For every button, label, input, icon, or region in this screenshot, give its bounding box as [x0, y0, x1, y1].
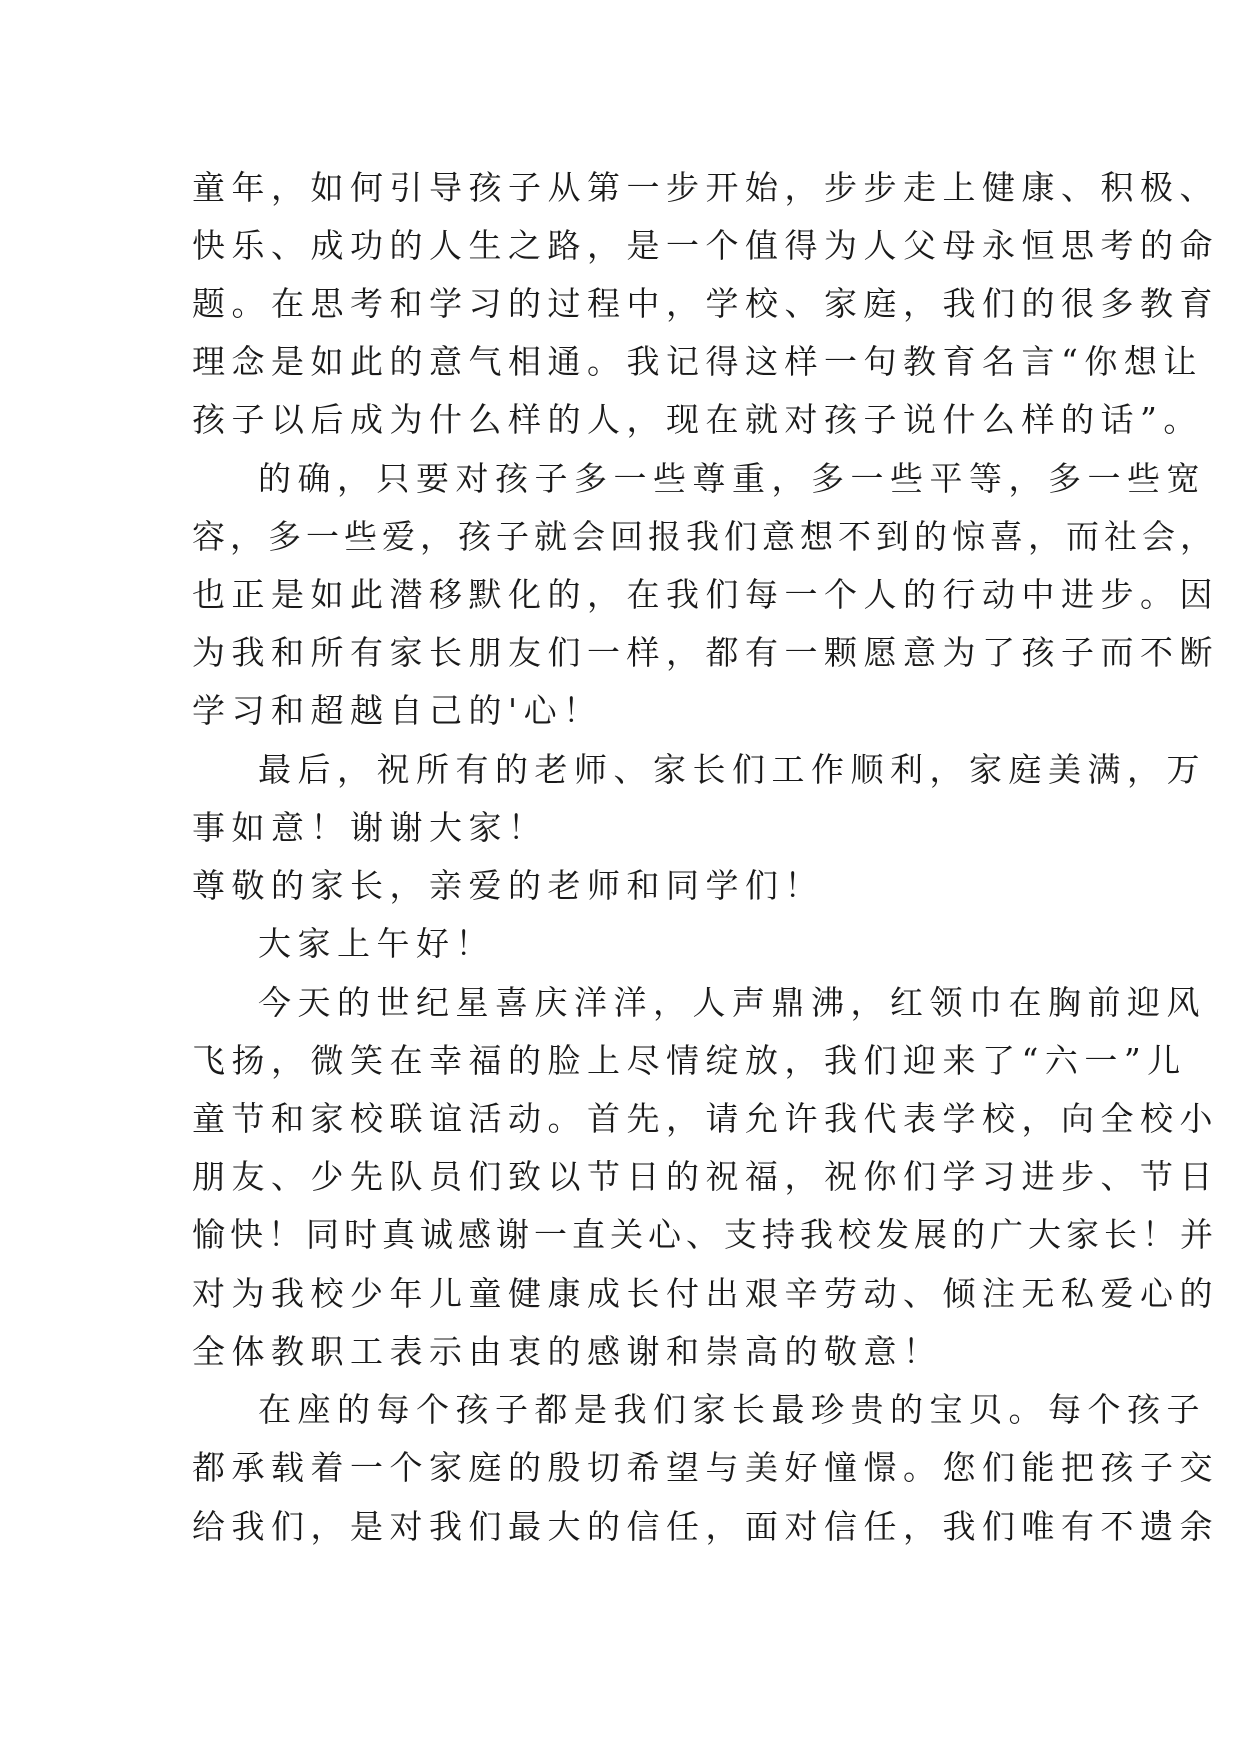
text-line: 容，多一些爱，孩子就会回报我们意想不到的惊喜，而社会，	[192, 517, 1218, 556]
text-line: 题。在思考和学习的过程中，学校、家庭，我们的很多教育	[192, 284, 1219, 323]
paragraph-start-line: 今天的世纪星喜庆洋洋，人声鼎沸，红领巾在胸前迎风	[258, 983, 1206, 1022]
text-line: 孩子以后成为什么样的人，现在就对孩子说什么样的话”。	[192, 400, 1203, 439]
text-line: 全体教职工表示由衷的感谢和崇高的敬意！	[192, 1332, 943, 1371]
salutation-line: 尊敬的家长，亲爱的老师和同学们！	[192, 866, 824, 905]
text-line: 为我和所有家长朋友们一样，都有一颗愿意为了孩子而不断	[192, 633, 1219, 672]
paragraph-start-line: 最后，祝所有的老师、家长们工作顺利，家庭美满，万	[258, 750, 1206, 789]
text-line: 理念是如此的意气相通。我记得这样一句教育名言“你想让	[192, 342, 1203, 381]
paragraph-start-line: 的确，只要对孩子多一些尊重，多一些平等，多一些宽	[258, 459, 1206, 498]
greeting-line: 大家上午好！	[258, 924, 495, 963]
text-line: 快乐、成功的人生之路，是一个值得为人父母永恒思考的命	[192, 226, 1219, 265]
text-line: 给我们，是对我们最大的信任，面对信任，我们唯有不遗余	[192, 1507, 1219, 1546]
text-line: 也正是如此潜移默化的，在我们每一个人的行动中进步。因	[192, 575, 1219, 614]
paragraph-start-line: 在座的每个孩子都是我们家长最珍贵的宝贝。每个孩子	[258, 1390, 1206, 1429]
text-line: 朋友、少先队员们致以节日的祝福，祝你们学习进步、节日	[192, 1157, 1219, 1196]
text-line: 都承载着一个家庭的殷切希望与美好憧憬。您们能把孩子交	[192, 1448, 1219, 1487]
text-line: 愉快！同时真诚感谢一直关心、支持我校发展的广大家长！并	[192, 1215, 1218, 1254]
text-line: 事如意！谢谢大家！	[192, 808, 548, 847]
text-line: 学习和超越自己的'心！	[192, 691, 603, 730]
text-line: 童节和家校联谊活动。首先，请允许我代表学校，向全校小	[192, 1099, 1219, 1138]
text-line: 童年，如何引导孩子从第一步开始，步步走上健康、积极、	[192, 168, 1219, 207]
text-line: 对为我校少年儿童健康成长付出艰辛劳动、倾注无私爱心的	[192, 1274, 1219, 1313]
text-line: 飞扬，微笑在幸福的脸上尽情绽放，我们迎来了“六一”儿	[192, 1041, 1187, 1080]
